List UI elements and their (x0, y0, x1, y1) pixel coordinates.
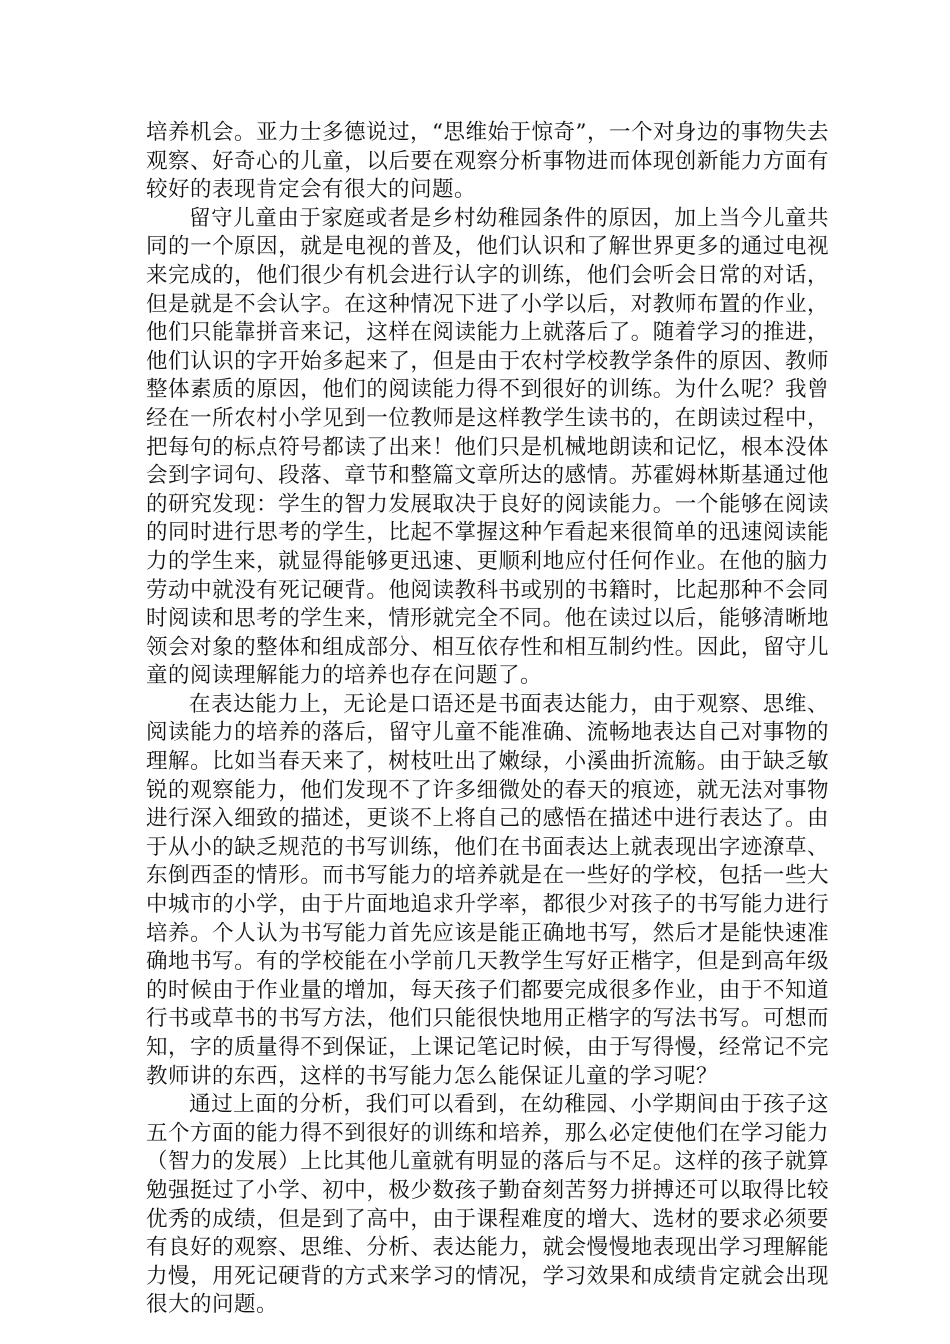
paragraph-expression-ability: 在表达能力上，无论是口语还是书面表达能力，由于观察、思维、阅读能力的培养的落后，留守儿童不能准确、流畅地表达自己对事物的理解。比如当春天来了，树枝吐出了嫩绿，小溪曲折流觞。由于缺乏敏锐的观察能力，他们发现不了许多细微处的春天的痕迹，就无法对事物进行深入细致的描述，更谈不上将自己的感悟在描述中进行表达了。由于从小的缺乏规范的书写训练，他们在书面表达上就表现出字迹潦草、东倒西歪的情形。而书写能力的培养就是在一些好的学校，包括一些大中城市的小学，由于片面地追求升学率，都很少对孩子的书写能力进行培养。个人认为书写能力首先应该是能正确地书写，然后才是能快速准确地书写。有的学校能在小学前几天教学生写好正楷字，但是到高年级的时候由于作业量的增加，每天孩子们都要完成很多作业，由于不知道行书或草书的书写方法，他们只能很快地用正楷字的写法书写。可想而知，字的质量得不到保证，上课记笔记时候，由于写得慢，经常记不完教师讲的东西，这样的书写能力怎么能保证儿童的学习呢？ (146, 691, 829, 1089)
paragraph-continuation: 培养机会。亚力士多德说过，“思维始于惊奇”，一个对身边的事物失去观察、好奇心的儿童，以后要在观察分析事物进而体现创新能力方面有较好的表现肯定会有很大的问题。 (146, 120, 829, 203)
paragraph-reading-ability: 留守儿童由于家庭或者是乡村幼稚园条件的原因，加上当今儿童共同的一个原因，就是电视的普及，他们认识和了解世界更多的通过电视来完成的，他们很少有机会进行认字的训练，他们会听会日常的对话，但是就是不会认字。在这种情况下进了小学以后，对教师布置的作业，他们只能靠拼音来记，这样在阅读能力上就落后了。随着学习的推进，他们认识的字开始多起来了，但是由于农村学校教学条件的原因、教师整体素质的原因，他们的阅读能力得不到很好的训练。为什么呢？我曾经在一所农村小学见到一位教师是这样教学生读书的，在朗读过程中，把每句的标点符号都读了出来！他们只是机械地朗读和记忆，根本没体会到字词句、段落、章节和整篇文章所达的感情。苏霍姆林斯基通过他的研究发现：学生的智力发展取决于良好的阅读能力。一个能够在阅读的同时进行思考的学生，比起不掌握这种乍看起来很简单的迅速阅读能力的学生来，就显得能够更迅速、更顺利地应付任何作业。在他的脑力劳动中就没有死记硬背。他阅读教科书或别的书籍时，比起那种不会同时阅读和思考的学生来，情形就完全不同。他在读过以后，能够清晰地领会对象的整体和组成部分、相互依存性和相互制约性。因此，留守儿童的阅读理解能力的培养也存在问题了。 (146, 205, 829, 689)
paragraph-conclusion: 通过上面的分析，我们可以看到，在幼稚园、小学期间由于孩子这五个方面的能力得不到很好的训练和培养，那么必定使他们在学习能力（智力的发展）上比其他儿童就有明显的落后与不足。这样的孩子就算勉强挺过了小学、初中，极少数孩子勤奋刻苦努力拼搏还可以取得比较优秀的成绩，但是到了高中，由于课程难度的增大、选材的要求必须要有良好的观察、思维、分析、表达能力，就会慢慢地表现出学习理解能力慢，用死记硬背的方式来学习的情况，学习效果和成绩肯定就会出现很大的问题。 (146, 1092, 829, 1318)
document-page (146, 119, 829, 1320)
